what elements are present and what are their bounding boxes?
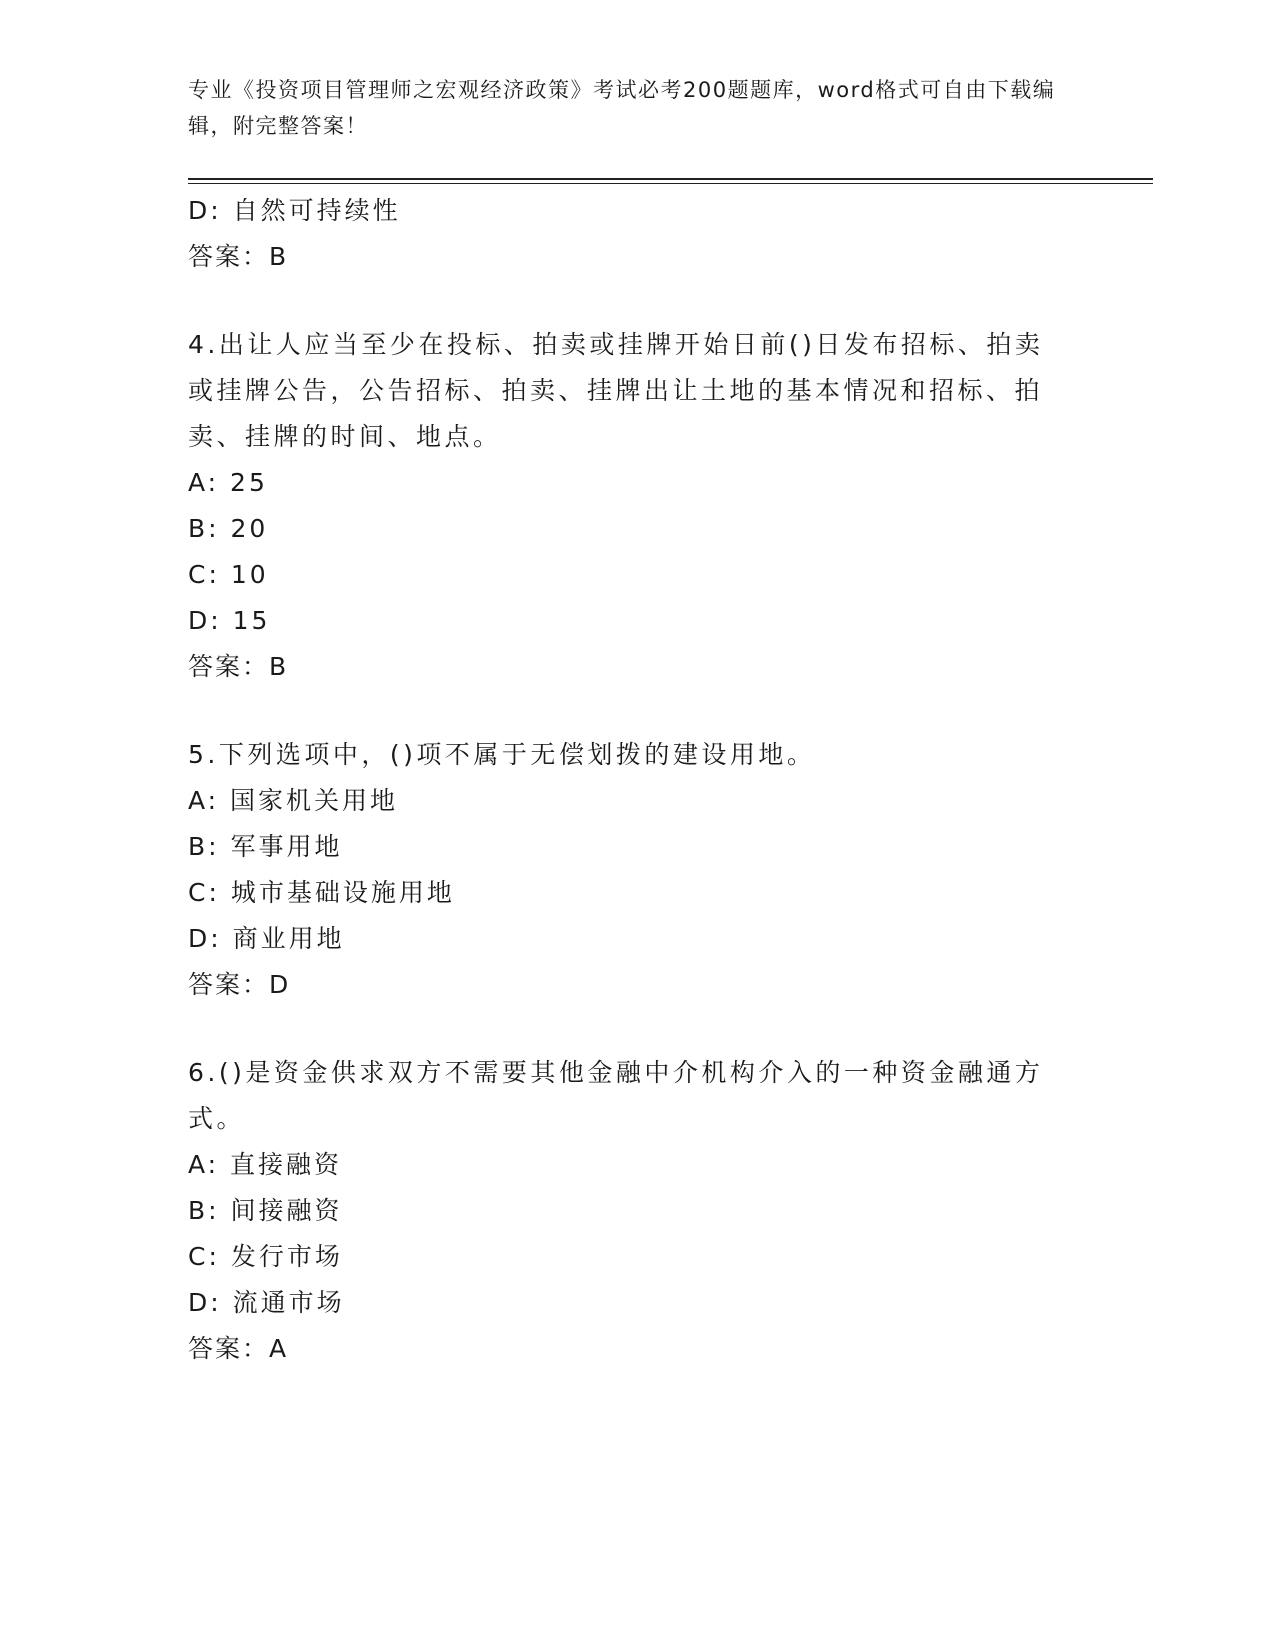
option-a: A: 国家机关用地 [188,786,399,815]
question-list [188,188,1068,1372]
question-6 [188,1050,1068,1372]
page-header: 专业《投资项目管理师之宏观经济政策》考试必考200题题库，word格式可自由下载编辑，附完整答案！ [188,78,1056,138]
option-d: D: 自然可持续性 [188,196,401,225]
option-b: B: 间接融资 [188,1196,343,1225]
previous-question-tail [188,188,1068,280]
answer-line: 答案：A [188,1334,289,1363]
option-b: B: 军事用地 [188,832,343,861]
option-d: D: 商业用地 [188,924,345,953]
option-c: C: 10 [188,560,269,589]
question-4 [188,322,1068,690]
option-b: B: 20 [188,514,269,543]
spacer [188,280,1068,322]
header-divider [188,178,1153,180]
spacer [188,1008,1068,1050]
header-divider-thin [188,183,1153,184]
option-c: C: 城市基础设施用地 [188,878,455,907]
option-d: D: 15 [188,606,271,635]
option-c: C: 发行市场 [188,1242,343,1271]
option-a: A: 25 [188,468,268,497]
option-a: A: 直接融资 [188,1150,343,1179]
question-5 [188,732,1068,1008]
answer-line: 答案：B [188,242,289,271]
question-stem: 5.下列选项中，()项不属于无偿划拨的建设用地。 [188,740,816,769]
option-d: D: 流通市场 [188,1288,345,1317]
answer-line: 答案：B [188,652,289,681]
question-stem: 4.出让人应当至少在投标、拍卖或挂牌开始日前()日发布招标、拍卖或挂牌公告，公告招标、拍卖、挂牌出让土地的基本情况和招标、拍卖、挂牌的时间、地点。 [188,330,1044,451]
question-stem: 6.()是资金供求双方不需要其他金融中介机构介入的一种资金融通方式。 [188,1058,1044,1133]
answer-line: 答案：D [188,970,291,999]
spacer [188,690,1068,732]
